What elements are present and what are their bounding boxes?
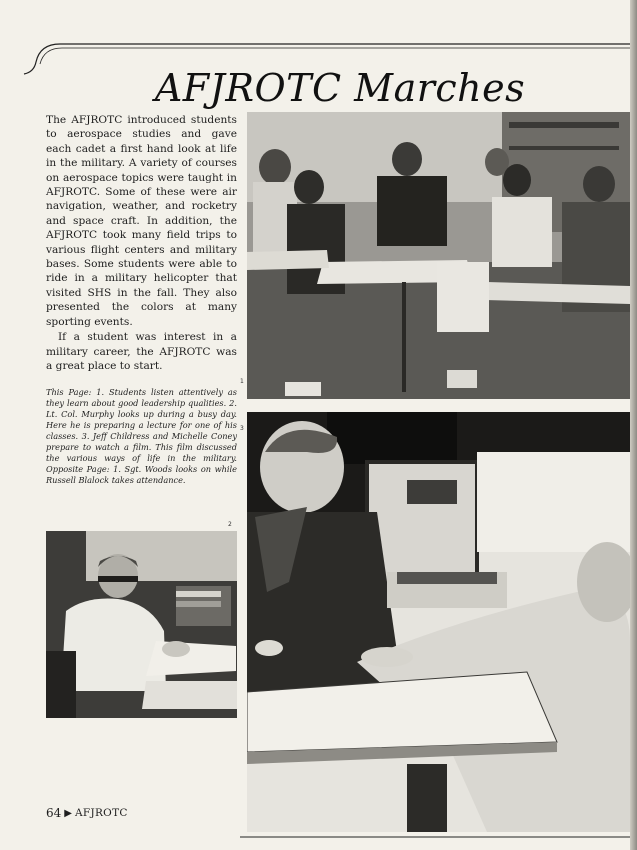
- page-gutter-edge: [630, 0, 637, 850]
- article-paragraph-1: The AFJROTC introduced students to aerospace studies and gave each cadet a first hand look at life in the military. A variety of courses on aerospace topics were taught in AFJROTC. Some of these were air navigation, weather, and rocketry and space craft. In addition, the AFJROTC took many field trips to various flight centers and military bases. Some students were able to ride in a military helicopter that visited SHS in the fall. They also presented the colors at many sporting events.: [46, 114, 237, 328]
- photo-number-1: 1: [240, 378, 244, 385]
- photo-number-2: 2: [228, 521, 232, 528]
- page-number: 64: [46, 806, 62, 820]
- photo-classroom: [247, 112, 630, 399]
- photo-film: [247, 412, 630, 832]
- photo-caption: This Page: 1. Students listen attentively as they learn about good leadership qualities. 2. Lt. Col. Murphy looks up during a busy day. Here he is preparing a lecture for one of his classes. 3. Jeff Childress and Michelle Coney prepare to watch a film. This film discussed the various ways of life in the military. Opposite Page: 1. Sgt. Woods looks on while Russell Blalock takes attendance.: [46, 387, 237, 485]
- section-label: AFJROTC: [74, 807, 128, 819]
- photo-number-3: 3: [240, 425, 244, 432]
- play-arrow-icon: ▶: [64, 807, 72, 819]
- article-body: [46, 113, 237, 373]
- photo-lt-col-murphy: [46, 531, 237, 718]
- article-paragraph-2: If a student was interest in a military career, the AFJROTC was a great place to start.: [46, 331, 237, 372]
- page-title: AFJROTC Marches: [154, 66, 526, 110]
- page-folio: [46, 806, 128, 820]
